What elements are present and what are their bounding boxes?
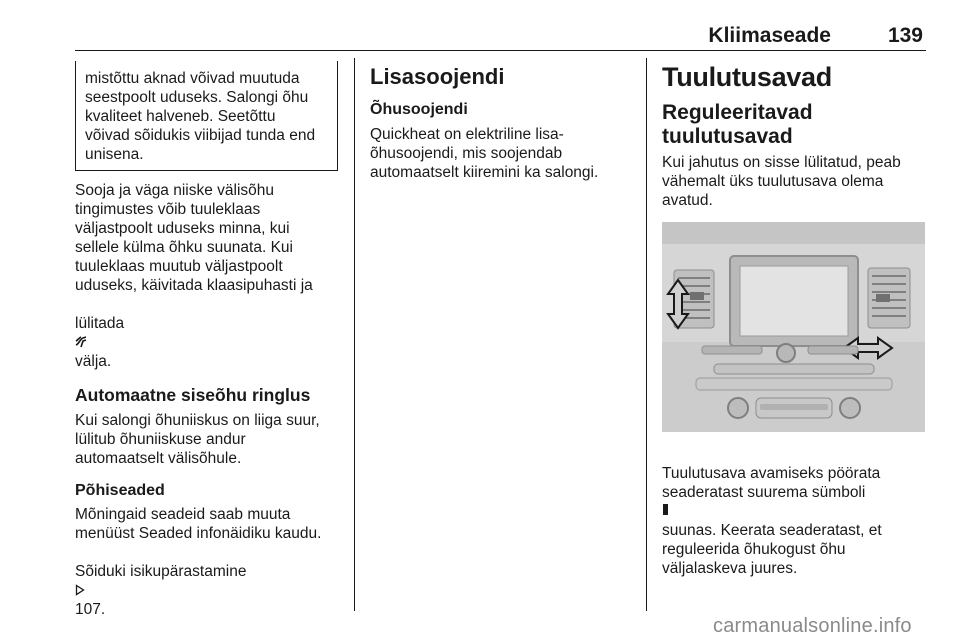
dashboard-vents-illustration — [662, 222, 925, 432]
heading-air-heater: Õhusoojendi — [370, 101, 468, 118]
paragraph-open-vent-start: Tuulutusava avamiseks pöörata seaderatast suurema sümboli — [662, 465, 881, 501]
column-3 — [662, 62, 937, 210]
paragraph-quickheat: Quickheat on elektriline lisa- õhusoojendi, mis soojendab automaatselt kiiremini ka salongi. — [370, 126, 599, 181]
column-2 — [370, 64, 635, 182]
settings-ref-text: Sõiduki isikupärastamine — [75, 563, 247, 580]
chapter-title: Kliimaseade — [708, 24, 831, 47]
paragraph-fogging-end — [75, 295, 345, 371]
page-header — [75, 22, 926, 51]
rear-window-heating-icon — [75, 335, 87, 348]
paragraph-vents-open: Kui jahutus on sisse lülitatud, peab vähemalt üks tuulutusava olema avatud. — [662, 154, 901, 209]
heading-air-vents: Tuulutusavad — [662, 62, 832, 92]
paragraph-open-vent-rest: suunas. Keerata seaderatast, et reguleerida õhukogust õhu väljalaskeva juures. — [662, 522, 882, 577]
right-vent — [868, 268, 910, 328]
paragraph-fogging-end-before: lülitada — [75, 315, 125, 332]
settings-ref-page[interactable]: 107. — [75, 601, 106, 618]
note-box — [75, 61, 338, 171]
watermark: carmanualsonline.info — [713, 615, 912, 637]
heading-auxiliary-heater: Lisasoojendi — [370, 64, 505, 89]
heading-adjustable-vents: Reguleeritavad tuulutusavad — [662, 101, 813, 148]
page-number: 139 — [887, 24, 923, 47]
column-1 — [75, 181, 345, 619]
heading-auto-recirculation: Automaatne siseõhu ringlus — [75, 385, 311, 405]
paragraph-fogging: Sooja ja väga niiske välisõhu tingimustes võib tuuleklaas väljastpoolt uduseks minna, kui sellele külma õhku suunata. Kui tuuleklaas muutub väljastpoolt uduseks, käivitada klaasipuhasti ja — [75, 182, 313, 294]
heading-basic-settings: Põhiseaded — [75, 482, 165, 499]
large-airflow-symbol-icon — [662, 503, 670, 517]
paragraph-open-vent — [662, 445, 937, 521]
column-divider-1 — [354, 58, 355, 611]
page-reference-arrow-icon — [75, 584, 85, 596]
paragraph-settings: Mõningaid seadeid saab muuta menüüst Seaded infonäidiku kaudu. — [75, 506, 322, 542]
paragraph-fogging-end-after: välja. — [75, 353, 112, 370]
column-3-lower — [662, 445, 937, 578]
paragraph-settings-ref — [75, 543, 345, 619]
note-text: mistõttu aknad võivad muutuda seestpoolt uduseks. Salongi õhu kvaliteet halveneb. Seetõttu võivad sõidukis viibijad tunda end unisena. — [85, 70, 316, 163]
paragraph-humidity: Kui salongi õhuniiskus on liiga suur, lülitub õhuniiskuse andur automaatselt välisõhule. — [75, 412, 320, 467]
column-divider-2 — [646, 58, 647, 611]
